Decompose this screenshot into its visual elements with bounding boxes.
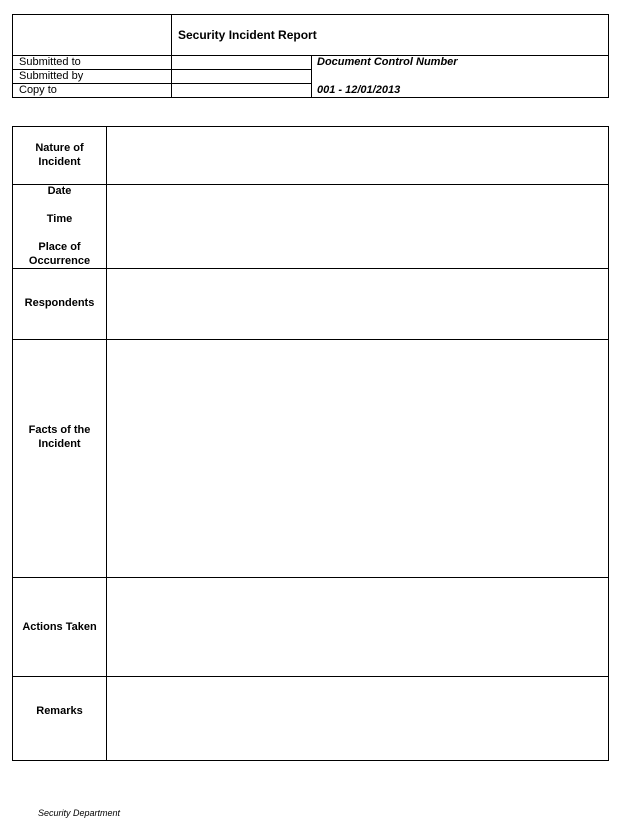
copy-to-label: Copy to — [19, 84, 57, 96]
submitted-by-field[interactable] — [172, 70, 311, 83]
actions-taken-label: Actions Taken — [22, 621, 97, 633]
respondents-field[interactable] — [107, 269, 608, 339]
date-label: Date — [47, 185, 72, 197]
place-of-occurrence-label — [13, 240, 106, 268]
document-control-label: Document Control Number — [317, 56, 458, 68]
nature-label-line1: Nature of — [35, 142, 84, 154]
respondents-label: Respondents — [24, 297, 95, 309]
submitted-to-field[interactable] — [172, 56, 311, 69]
report-header-table — [12, 14, 609, 98]
copy-to-field[interactable] — [172, 84, 311, 97]
facts-of-incident-field[interactable] — [107, 340, 608, 577]
facts-of-incident-label — [13, 423, 106, 451]
facts-label-line1: Facts of the — [28, 424, 91, 436]
actions-taken-field[interactable] — [107, 578, 608, 676]
nature-label-line2: Incident — [38, 156, 81, 168]
remarks-field[interactable] — [107, 677, 608, 760]
incident-form-table — [12, 126, 609, 761]
nature-of-incident-field[interactable] — [107, 127, 608, 184]
remarks-label: Remarks — [36, 705, 83, 717]
place-label-line2: Occurrence — [28, 255, 91, 267]
header-divider — [311, 55, 312, 97]
date-time-place-field[interactable] — [107, 185, 608, 268]
submitted-by-label: Submitted by — [19, 70, 84, 82]
footer-department: Security Department — [38, 808, 121, 818]
place-label-line1: Place of — [38, 241, 81, 253]
submitted-to-label: Submitted to — [19, 56, 81, 68]
report-title: Security Incident Report — [178, 28, 317, 42]
facts-label-line2: Incident — [38, 438, 81, 450]
time-label: Time — [46, 213, 73, 225]
document-control-number: 001 - 12/01/2013 — [317, 84, 401, 96]
nature-of-incident-label — [13, 141, 106, 169]
